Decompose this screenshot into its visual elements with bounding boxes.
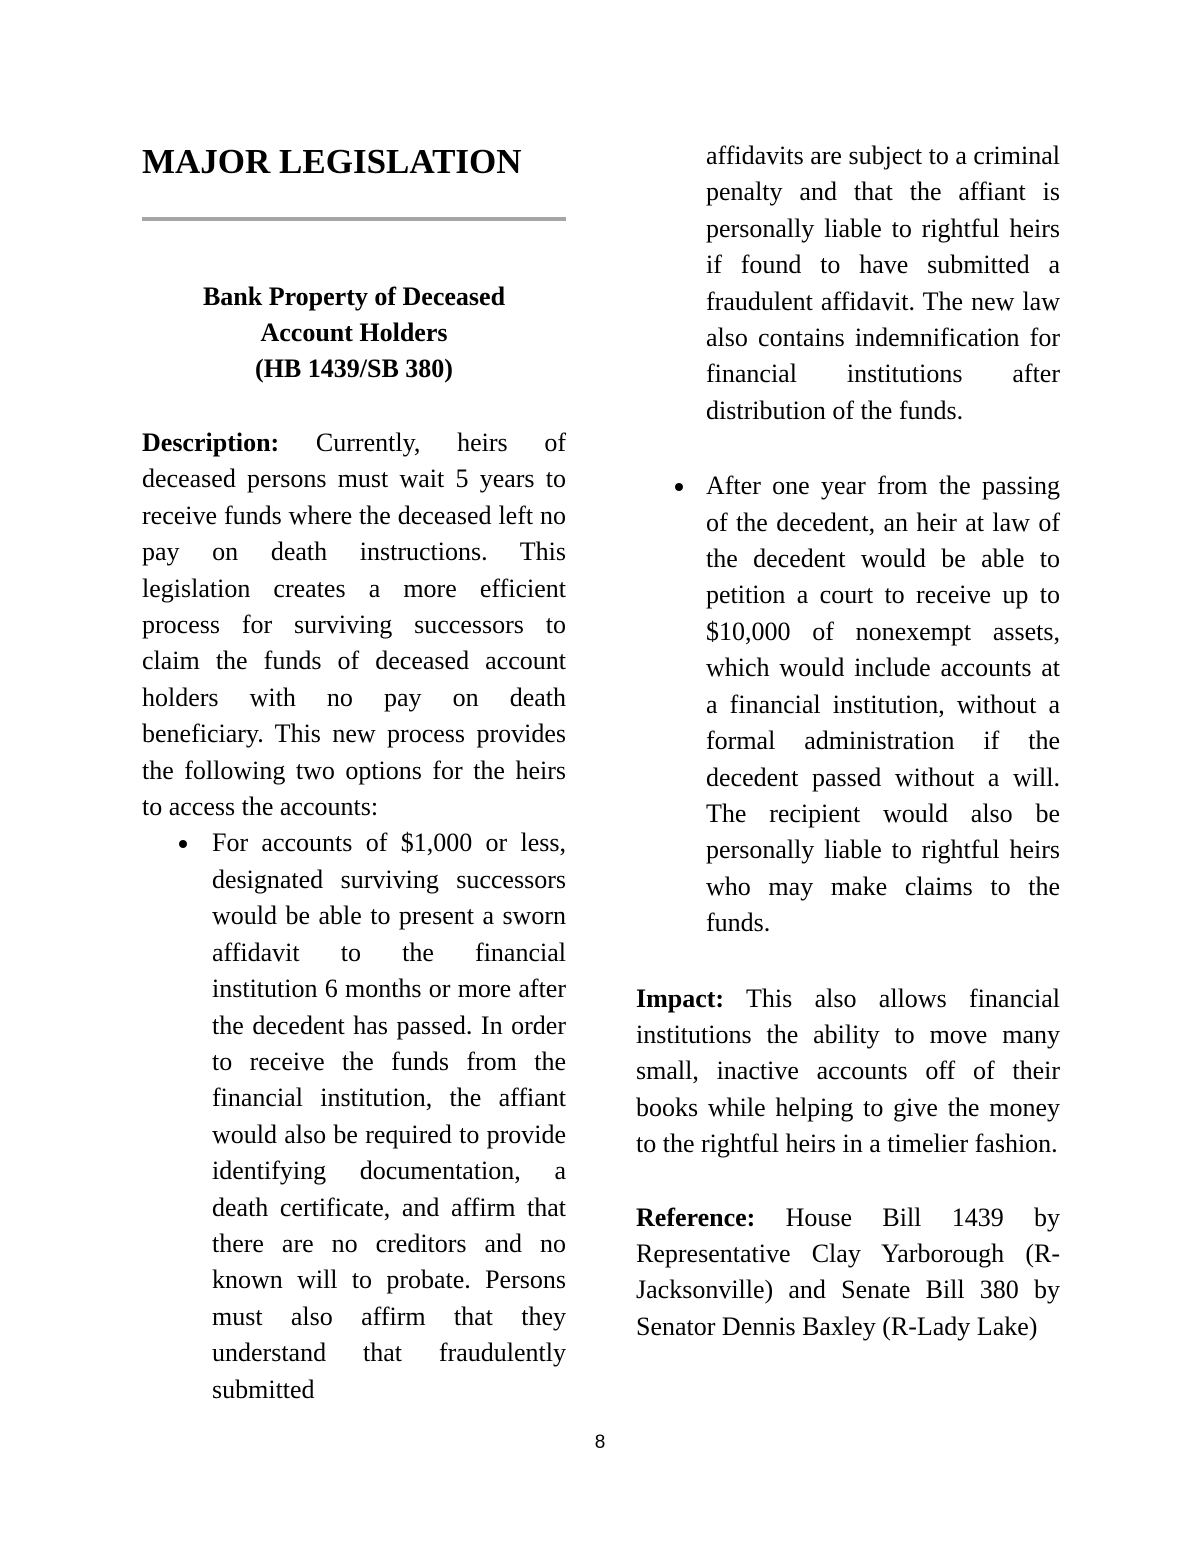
option-1-continuation: affidavits are subject to a criminal penalty and that the affiant is personally liable to rightful heirs if found to have submitted a fraudulent affidavit. The new law also contains indemnification for financial institutions after distribution of the funds. [706,141,1060,425]
impact-label: Impact: [636,983,725,1013]
option-1-text: For accounts of $1,000 or less, designated surviving successors would be able to present a sworn affidavit to the financial institution 6 months or more after the decedent has passed. In order to receive the funds from the financial institution, the affiant would also be required to provide identifying documentation, a death certificate, and affirm that there are no creditors and no known will to probate. Persons must also affirm that they understand that fraudulently submitted [212,828,566,1404]
description-paragraph [142,425,566,825]
description-label: Description: [142,428,280,457]
reference-label: Reference: [636,1202,756,1232]
bill-title-line-3: (HB 1439/SB 380) [255,354,453,383]
description-text: Currently, heirs of deceased persons must wait 5 years to receive funds where the deceased left no pay on death instructions. This legislation creates a more efficient process for surviving successors to claim the funds of deceased account holders with no pay on death beneficiary. This new process provides the following two options for the heirs to access the accounts: [142,428,567,822]
bill-title [142,279,566,387]
bill-title-line-1: Bank Property of Deceased [202,282,506,311]
list-item-option-2 [636,468,1060,941]
reference-text: House Bill 1439 by Representative Clay Yarborough (R-Jacksonville) and Senate Bill 380 by Senator Dennis Baxley (R-Lady Lake) [636,1202,1061,1341]
title-divider [142,217,566,221]
reference-paragraph [636,1200,1060,1346]
section-title: MAJOR LEGISLATION [142,142,522,181]
impact-paragraph [636,981,1060,1163]
bullet-icon [179,840,187,848]
impact-text: This also allows financial institutions the ability to move many small, inactive accounts off of their books while helping to give the money to the rightful heirs in a timelier fashion. [636,983,1060,1159]
page-number: 8 [594,1432,606,1453]
right-column [636,138,1060,1345]
options-list [142,825,566,1408]
option-2-text: After one year from the passing of the decedent, an heir at law of the decedent would be able to petition a court to receive up to $10,000 of nonexempt assets, which would include accounts at a financial institution, without a formal administration if the decedent passed without a will. The recipient would also be personally liable to rightful heirs who may make claims to the funds. [706,471,1060,938]
bullet-icon [675,483,683,491]
bill-title-line-2: Account Holders [260,318,448,347]
options-list-continued [636,468,1060,941]
left-column [142,138,566,1408]
list-item-option-1 [142,825,566,1408]
